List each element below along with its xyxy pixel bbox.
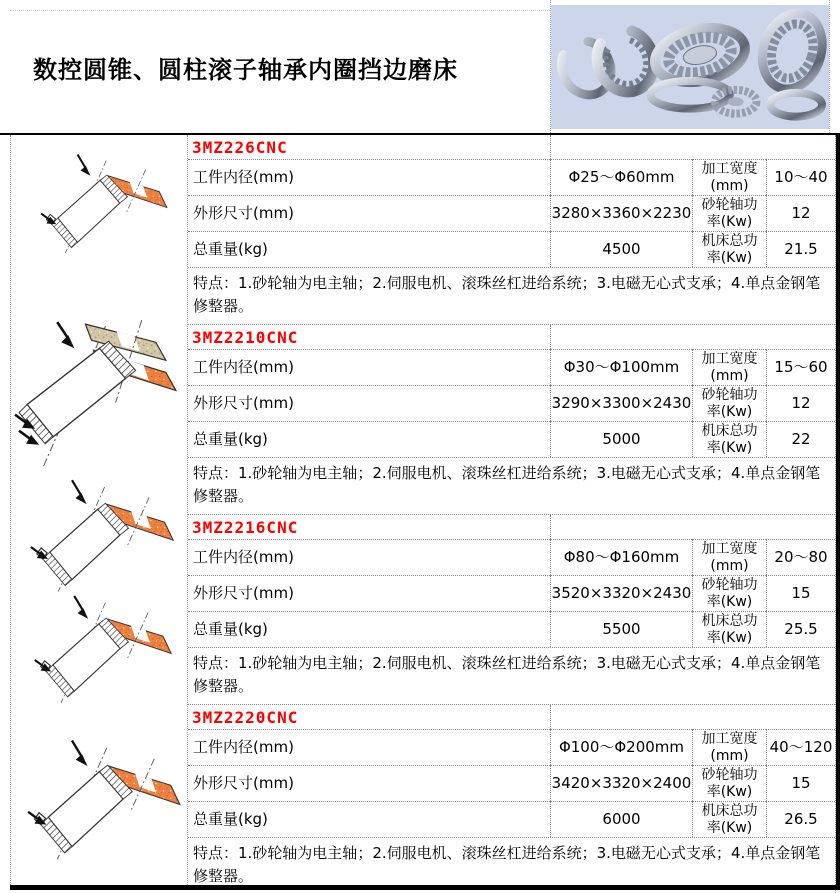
value-processing-width: 15～60 — [766, 349, 835, 385]
value-dimensions: 3280×3360×2230 — [550, 195, 692, 231]
label-weight: 总重量(kg) — [188, 421, 550, 457]
grinding-setup-diagram-3 — [17, 475, 187, 595]
photo-right-divider — [829, 0, 830, 133]
grinding-setup-diagram-5 — [21, 735, 187, 863]
label-total-power: 机床总功率(Kw) — [692, 421, 766, 457]
value-weight: 4500 — [550, 231, 692, 267]
grinding-setup-diagram-1 — [29, 150, 179, 256]
page-header — [0, 0, 840, 133]
value-inner-diameter: Φ25～Φ60mm — [550, 159, 692, 195]
model-number: 3MZ2216CNC — [192, 517, 299, 537]
model-row-spacer — [550, 705, 835, 729]
model-row-spacer — [550, 515, 835, 539]
label-inner-diameter: 工件内径(mm) — [188, 539, 550, 575]
label-inner-diameter: 工件内径(mm) — [188, 729, 550, 765]
value-weight: 5000 — [550, 421, 692, 457]
label-dimensions: 外形尺寸(mm) — [188, 385, 550, 421]
label-dimensions: 外形尺寸(mm) — [188, 575, 550, 611]
grinding-setup-diagram-4 — [19, 591, 187, 706]
product-section-3MZ2210CNC — [188, 325, 835, 515]
value-total-power: 21.5 — [766, 231, 835, 267]
value-weight: 6000 — [550, 801, 692, 837]
features-text: 特点：1.砂轮轴为电主轴；2.伺服电机、滚珠丝杠进给系统；3.电磁无心式支承；4.单点金钢笔修整器。 — [188, 837, 835, 893]
model-number: 3MZ2220CNC — [192, 707, 299, 727]
value-dimensions: 3520×3320×2430 — [550, 575, 692, 611]
diagram-column — [10, 135, 188, 885]
value-processing-width: 10～40 — [766, 159, 835, 195]
label-processing-width: 加工宽度(mm) — [692, 349, 766, 385]
label-dimensions: 外形尺寸(mm) — [188, 195, 550, 231]
value-total-power: 22 — [766, 421, 835, 457]
right-border-bar — [836, 135, 840, 889]
value-dimensions: 3420×3320×2400 — [550, 765, 692, 801]
value-dimensions: 3290×3300×2430 — [550, 385, 692, 421]
features-text: 特点：1.砂轮轴为电主轴；2.伺服电机、滚珠丝杠进给系统；3.电磁无心式支承；4.单点金钢笔修整器。 — [188, 267, 835, 324]
features-text: 特点：1.砂轮轴为电主轴；2.伺服电机、滚珠丝杠进给系统；3.电磁无心式支承；4.单点金钢笔修整器。 — [188, 457, 835, 514]
label-processing-width: 加工宽度(mm) — [692, 729, 766, 765]
value-wheel-power: 12 — [766, 195, 835, 231]
value-total-power: 26.5 — [766, 801, 835, 837]
label-wheel-power: 砂轮轴功率(Kw) — [692, 195, 766, 231]
model-row-spacer — [550, 325, 835, 349]
label-weight: 总重量(kg) — [188, 611, 550, 647]
value-processing-width: 40～120 — [766, 729, 835, 765]
features-text: 特点：1.砂轮轴为电主轴；2.伺服电机、滚珠丝杠进给系统；3.电磁无心式支承；4.单点金钢笔修整器。 — [188, 647, 835, 704]
product-section-3MZ2216CNC — [188, 515, 835, 705]
label-dimensions: 外形尺寸(mm) — [188, 765, 550, 801]
label-weight: 总重量(kg) — [188, 231, 550, 267]
bearings-illustration — [551, 5, 829, 129]
label-inner-diameter: 工件内径(mm) — [188, 159, 550, 195]
product-section-3MZ226CNC — [188, 135, 835, 325]
label-wheel-power: 砂轮轴功率(Kw) — [692, 385, 766, 421]
model-row-spacer — [550, 135, 835, 159]
label-wheel-power: 砂轮轴功率(Kw) — [692, 575, 766, 611]
value-wheel-power: 15 — [766, 765, 835, 801]
value-weight: 5500 — [550, 611, 692, 647]
value-inner-diameter: Φ80～Φ160mm — [550, 539, 692, 575]
label-wheel-power: 砂轮轴功率(Kw) — [692, 765, 766, 801]
label-weight: 总重量(kg) — [188, 801, 550, 837]
label-total-power: 机床总功率(Kw) — [692, 231, 766, 267]
bearing-products-photo — [551, 5, 829, 129]
model-number: 3MZ226CNC — [192, 137, 288, 157]
spec-tables — [188, 135, 836, 893]
label-processing-width: 加工宽度(mm) — [692, 539, 766, 575]
value-wheel-power: 12 — [766, 385, 835, 421]
value-wheel-power: 15 — [766, 575, 835, 611]
label-processing-width: 加工宽度(mm) — [692, 159, 766, 195]
value-inner-diameter: Φ100～Φ200mm — [550, 729, 692, 765]
label-total-power: 机床总功率(Kw) — [692, 611, 766, 647]
grinding-setup-diagram-2 — [13, 318, 189, 469]
label-inner-diameter: 工件内径(mm) — [188, 349, 550, 385]
page-title: 数控圆锥、圆柱滚子轴承内圈挡边磨床 — [33, 56, 458, 84]
value-total-power: 25.5 — [766, 611, 835, 647]
value-processing-width: 20～80 — [766, 539, 835, 575]
product-section-3MZ2220CNC — [188, 705, 835, 893]
label-total-power: 机床总功率(Kw) — [692, 801, 766, 837]
model-number: 3MZ2210CNC — [192, 327, 299, 347]
value-inner-diameter: Φ30～Φ100mm — [550, 349, 692, 385]
bottom-border-bar — [10, 885, 840, 890]
